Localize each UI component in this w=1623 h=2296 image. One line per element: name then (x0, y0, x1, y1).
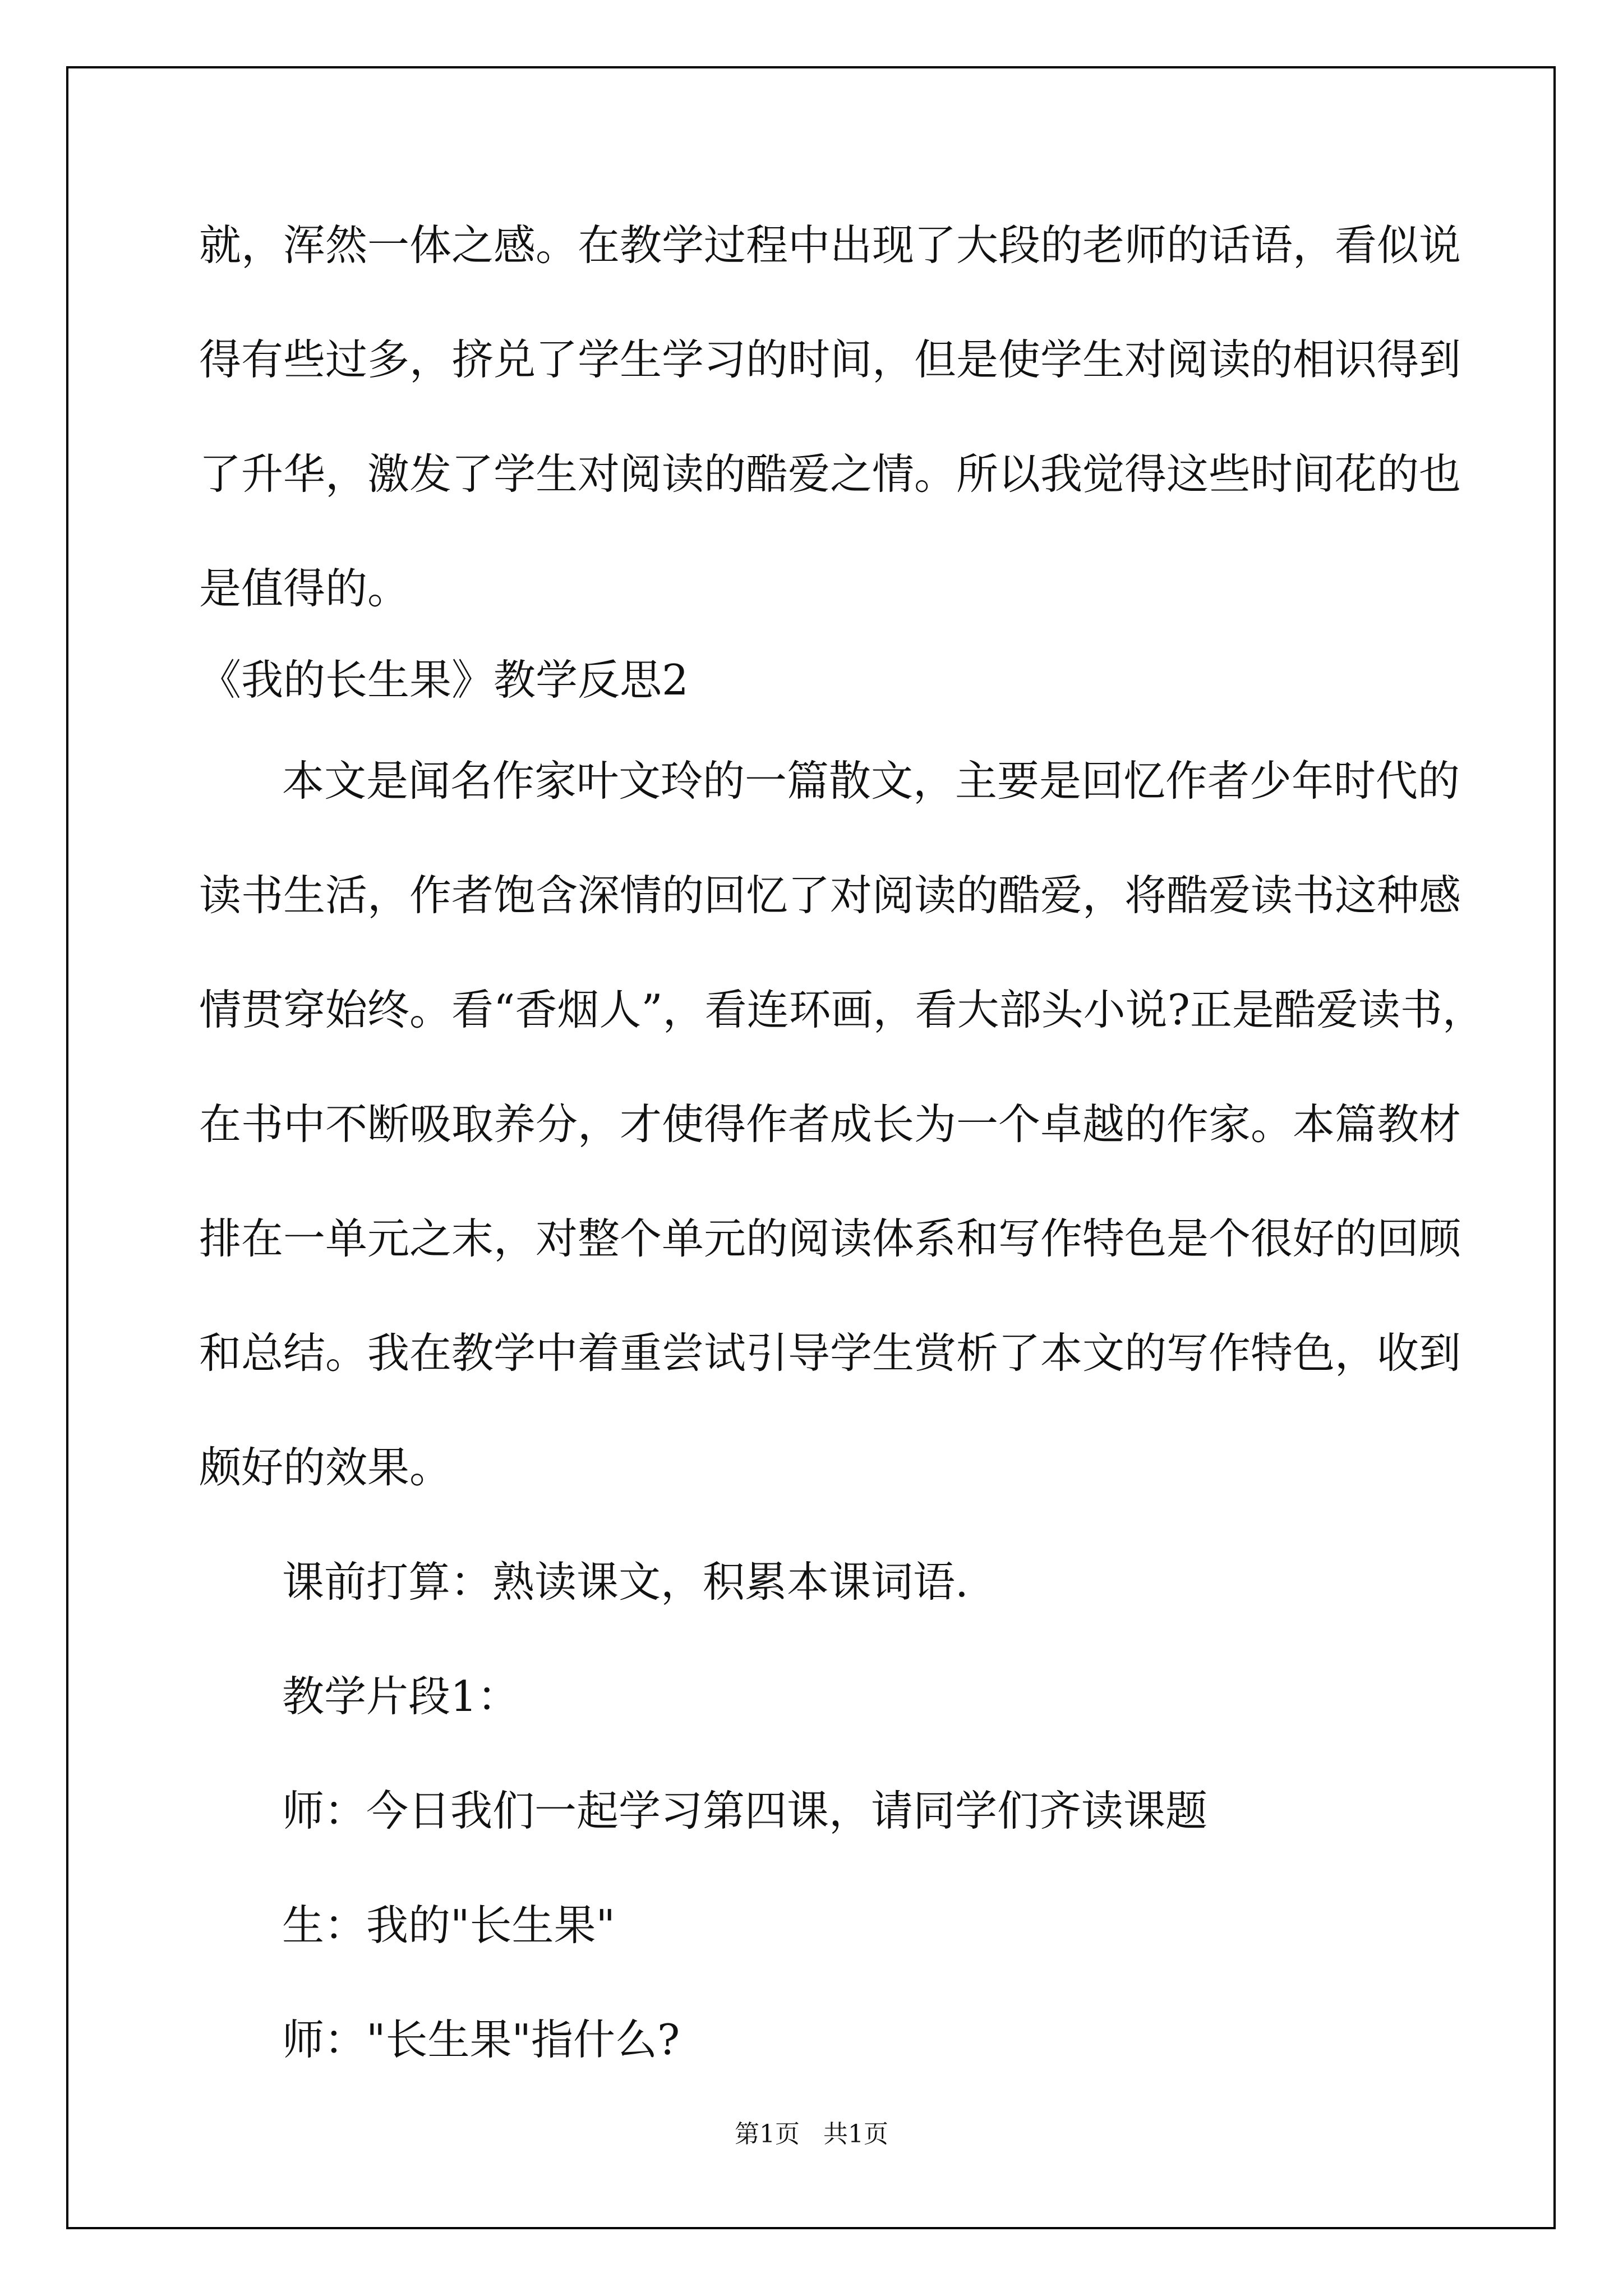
dialogue-line: 师：今日我们一起学习第四课，请同学们齐读课题 (282, 1786, 1208, 1835)
dialogue-line: 师："长生果"指什么? (282, 2015, 680, 2064)
paragraph-line: 课前打算：熟读课文，积累本课词语. (282, 1557, 969, 1607)
paragraph-line: 得有些过多，挤兑了学生学习的时间，但是使学生对阅读的相识得到 (199, 335, 1461, 384)
page-footer (0, 2114, 1623, 2150)
section-heading: 《我的长生果》教学反思2 (199, 655, 689, 705)
paragraph-line: 和总结。我在教学中着重尝试引导学生赏析了本文的写作特色，收到 (199, 1328, 1461, 1378)
paragraph-line: 是值得的。 (199, 564, 410, 613)
paragraph-line: 本文是闻名作家叶文玲的一篇散文，主要是回忆作者少年时代的 (282, 756, 1460, 806)
paragraph-line: 了升华，激发了学生对阅读的酷爱之情。所以我觉得这些时间花的也 (199, 449, 1461, 499)
paragraph-line: 在书中不断吸取养分，才使得作者成长为一个卓越的作家。本篇教材 (199, 1099, 1461, 1149)
page-number: 第1页 (735, 2120, 800, 2148)
dialogue-line: 生：我的"长生果" (282, 1901, 615, 1950)
page-total: 共1页 (823, 2120, 888, 2148)
paragraph-line: 颇好的效果。 (199, 1443, 452, 1492)
paragraph-line: 排在一单元之末，对整个单元的阅读体系和写作特色是个很好的回顾 (199, 1214, 1461, 1263)
paragraph-line: 教学片段1： (282, 1672, 519, 1721)
paragraph-line: 读书生活，作者饱含深情的回忆了对阅读的酷爱，将酷爱读书这种感 (199, 871, 1461, 920)
paragraph-line: 情贯穿始终。看“香烟人”，看连环画，看大部头小说?正是酷爱读书， (199, 985, 1484, 1034)
paragraph-line: 就，浑然一体之感。在教学过程中出现了大段的老师的话语，看似说 (199, 220, 1461, 270)
